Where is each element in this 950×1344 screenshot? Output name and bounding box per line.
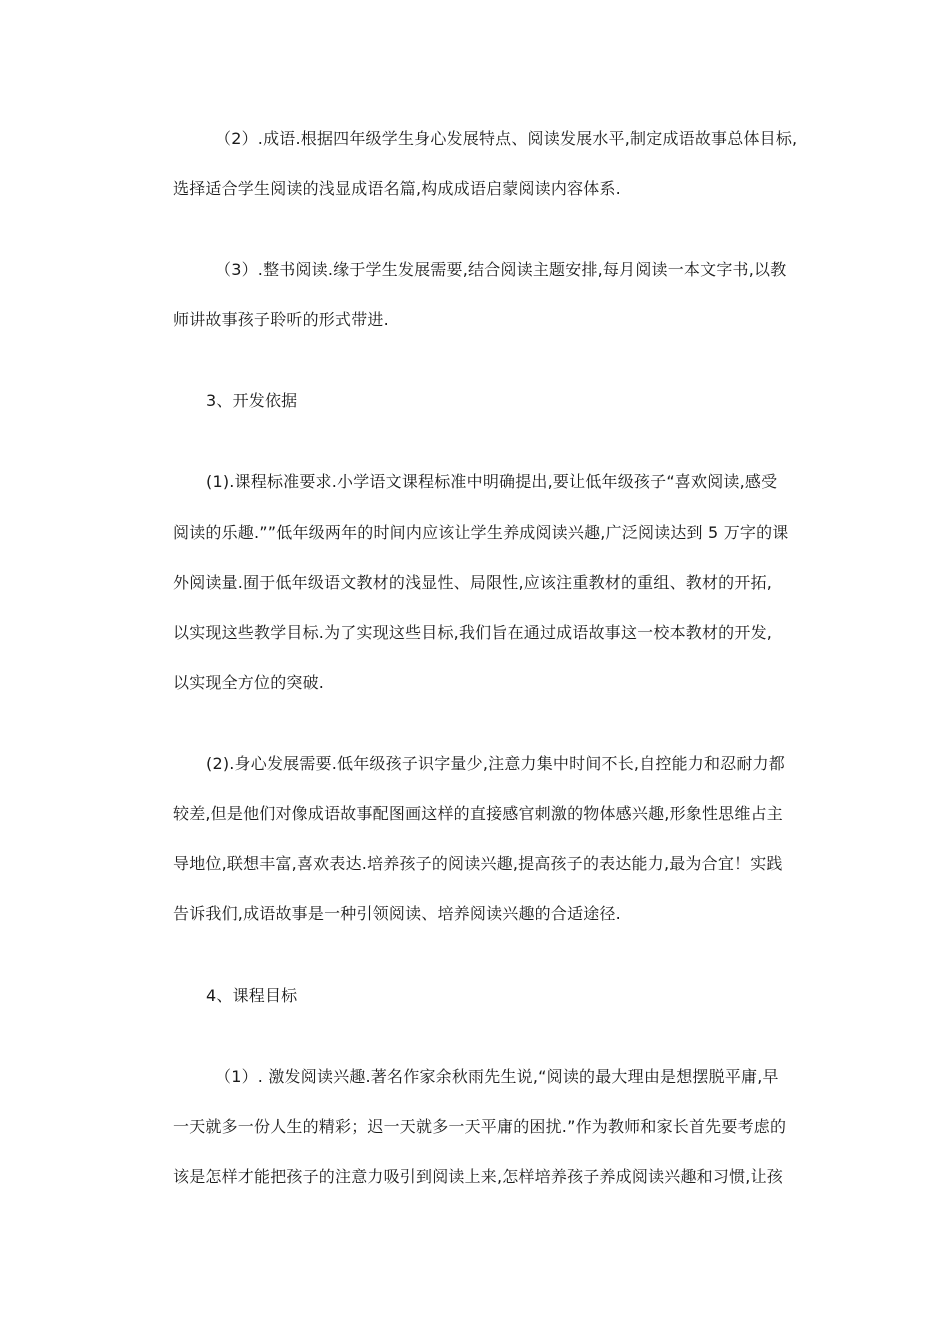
text-line: （2）.成语.根据四年级学生身心发展特点、阅读发展水平,制定成语故事总体目标,	[215, 129, 798, 148]
text-line: 选择适合学生阅读的浅显成语名篇,构成成语启蒙阅读内容体系.	[173, 179, 621, 198]
text-line: 外阅读量.囿于低年级语文教材的浅显性、局限性,应该注重教材的重组、教材的开拓,	[173, 573, 773, 592]
text-line: 一天就多一份人生的精彩；迟一天就多一天平庸的困扰.”作为教师和家长首先要考虑的	[173, 1117, 787, 1136]
text-line: 该是怎样才能把孩子的注意力吸引到阅读上来,怎样培养孩子养成阅读兴趣和习惯,让孩	[173, 1167, 783, 1186]
text-line: 导地位,联想丰富,喜欢表达.培养孩子的阅读兴趣,提高孩子的表达能力,最为合宜！实践	[173, 854, 783, 873]
section-heading: 3、开发依据	[206, 391, 298, 410]
text-line: (1).课程标准要求.小学语文课程标准中明确提出,要让低年级孩子“喜欢阅读,感受	[206, 472, 778, 491]
text-line: 师讲故事孩子聆听的形式带进.	[173, 310, 389, 329]
text-line: （3）.整书阅读.缘于学生发展需要,结合阅读主题安排,每月阅读一本文字书,以教	[215, 260, 787, 279]
text-line: (2).身心发展需要.低年级孩子识字量少,注意力集中时间不长,自控能力和忍耐力都	[206, 754, 786, 773]
text-line: 告诉我们,成语故事是一种引领阅读、培养阅读兴趣的合适途径.	[173, 904, 621, 923]
text-line: 以实现全方位的突破.	[173, 673, 325, 692]
text-line: 以实现这些教学目标.为了实现这些目标,我们旨在通过成语故事这一校本教材的开发,	[173, 623, 773, 642]
text-line: 较差,但是他们对像成语故事配图画这样的直接感官刺激的物体感兴趣,形象性思维占主	[173, 804, 783, 823]
section-heading: 4、课程目标	[206, 986, 298, 1005]
text-line: （1）. 激发阅读兴趣.著名作家余秋雨先生说,“阅读的最大理由是想摆脱平庸,早	[215, 1067, 779, 1086]
text-line: 阅读的乐趣.””低年级两年的时间内应该让学生养成阅读兴趣,广泛阅读达到 5 万字的课	[173, 523, 789, 542]
